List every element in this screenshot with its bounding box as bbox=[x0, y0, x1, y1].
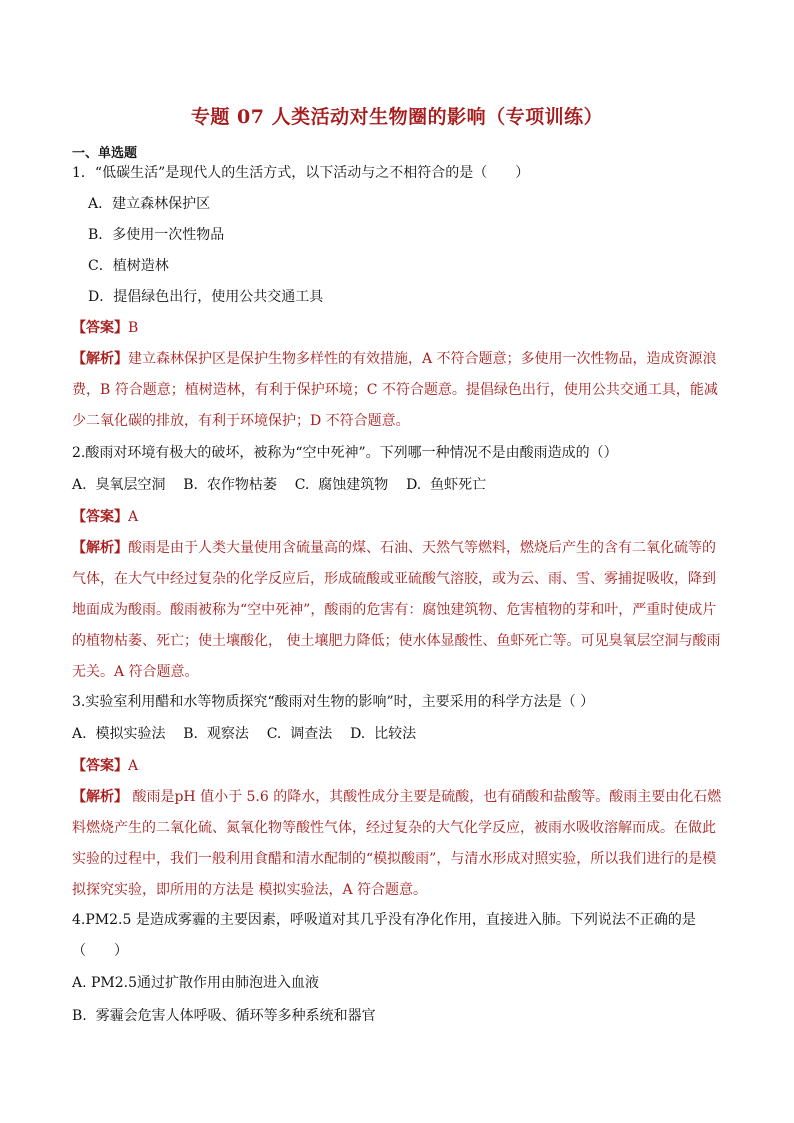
question-2-analysis bbox=[72, 533, 724, 688]
question-4-stem-blank: （ ） bbox=[72, 943, 128, 959]
answer-value: A bbox=[128, 758, 139, 774]
question-2-answer bbox=[72, 507, 138, 527]
question-4-option-b: B. 雾霾会危害人体呼吸、循环等多种系统和器官 bbox=[72, 1008, 376, 1024]
analysis-tag: 【解析】 bbox=[72, 540, 128, 556]
analysis-text: 建立森林保护区是保护生物多样性的有效措施，A 不符合题意；多使用一次性物品，造成资源浪费，B 符合题意；植树造林，有利于保护环境；C 不符合题意。提倡绿色出行，使用公共交通工具，能减少二氧化碳的排放，有利于环境保护；D 不符合题意。 bbox=[72, 351, 718, 429]
analysis-tag: 【解析】 bbox=[72, 789, 128, 805]
question-4-stem: 4.PM2.5 是造成雾霾的主要因素，呼吸道对其几乎没有净化作用，直接进入肺。下列说法不正确的是 bbox=[72, 912, 696, 928]
analysis-text: 酸雨是pH 值小于 5.6 的降水，其酸性成分主要是硫酸，也有硝酸和盐酸等。酸雨主要由化石燃料燃烧产生的二氧化硫、氮氧化物等酸性气体，经过复杂的大气化学反应，被雨水吸收溶解而成。在做此实验的过程中，我们一般利用食醋和清水配制的“模拟酸雨”，与清水形成对照实验，所以我们进行的是模拟探究实验，即所用的方法是 模拟实验法，A 符合题意。 bbox=[72, 789, 722, 898]
question-4-option-a: A. PM2.5通过扩散作用由肺泡进入血液 bbox=[72, 975, 320, 991]
question-3-analysis bbox=[72, 782, 724, 906]
question-1-option-b: B．多使用一次性物品 bbox=[88, 227, 225, 243]
question-3-answer bbox=[72, 756, 138, 776]
question-1-option-d: D．提倡绿色出行，使用公共交通工具 bbox=[88, 289, 324, 305]
question-1-option-c: C．植树造林 bbox=[88, 258, 169, 274]
question-1-option-a: A．建立森林保护区 bbox=[88, 196, 211, 212]
question-1-analysis bbox=[72, 344, 724, 437]
question-2-stem: 2.酸雨对环境有极大的破坏，被称为“空中死神”。下列哪一种情况不是由酸雨造成的（） bbox=[72, 445, 618, 461]
analysis-tag: 【解析】 bbox=[72, 351, 128, 367]
answer-tag: 【答案】 bbox=[72, 320, 128, 336]
question-1-answer bbox=[72, 318, 138, 338]
answer-value: B bbox=[128, 320, 139, 336]
answer-value: A bbox=[128, 509, 139, 525]
analysis-text: 酸雨是由于人类大量使用含硫量高的煤、石油、天然气等燃料，燃烧后产生的含有二氧化硫等的气体，在大气中经过复杂的化学反应后，形成硫酸或亚硫酸气溶胶，或为云、雨、雪、雾捕捉吸收，降到地面成为酸雨。酸雨被称为“空中死神”，酸雨的危害有：腐蚀建筑物、危害植物的芽和叶，严重时使成片的植物枯萎、死亡；使土壤酸化， 使土壤肥力降低；使水体显酸性、鱼虾死亡等。可见臭氧层空洞与酸雨无关。A 符合题意。 bbox=[72, 540, 721, 680]
answer-tag: 【答案】 bbox=[72, 758, 128, 774]
question-1-stem: 1．“低碳生活”是现代人的生活方式，以下活动与之不相符合的是（ ） bbox=[72, 165, 530, 181]
question-2-options: A. 臭氧层空洞 B. 农作物枯萎 C. 腐蚀建筑物 D. 鱼虾死亡 bbox=[72, 477, 487, 493]
page-title: 专题 07 人类活动对生物圈的影响（专项训练） bbox=[190, 106, 604, 128]
question-3-options: A. 模拟实验法 B. 观察法 C. 调查法 D. 比较法 bbox=[72, 726, 417, 742]
question-3-stem: 3.实验室利用醋和水等物质探究“酸雨对生物的影响”时，主要采用的科学方法是（ ） bbox=[72, 694, 595, 710]
answer-tag: 【答案】 bbox=[72, 509, 128, 525]
section-heading: 一、单选题 bbox=[72, 146, 138, 161]
